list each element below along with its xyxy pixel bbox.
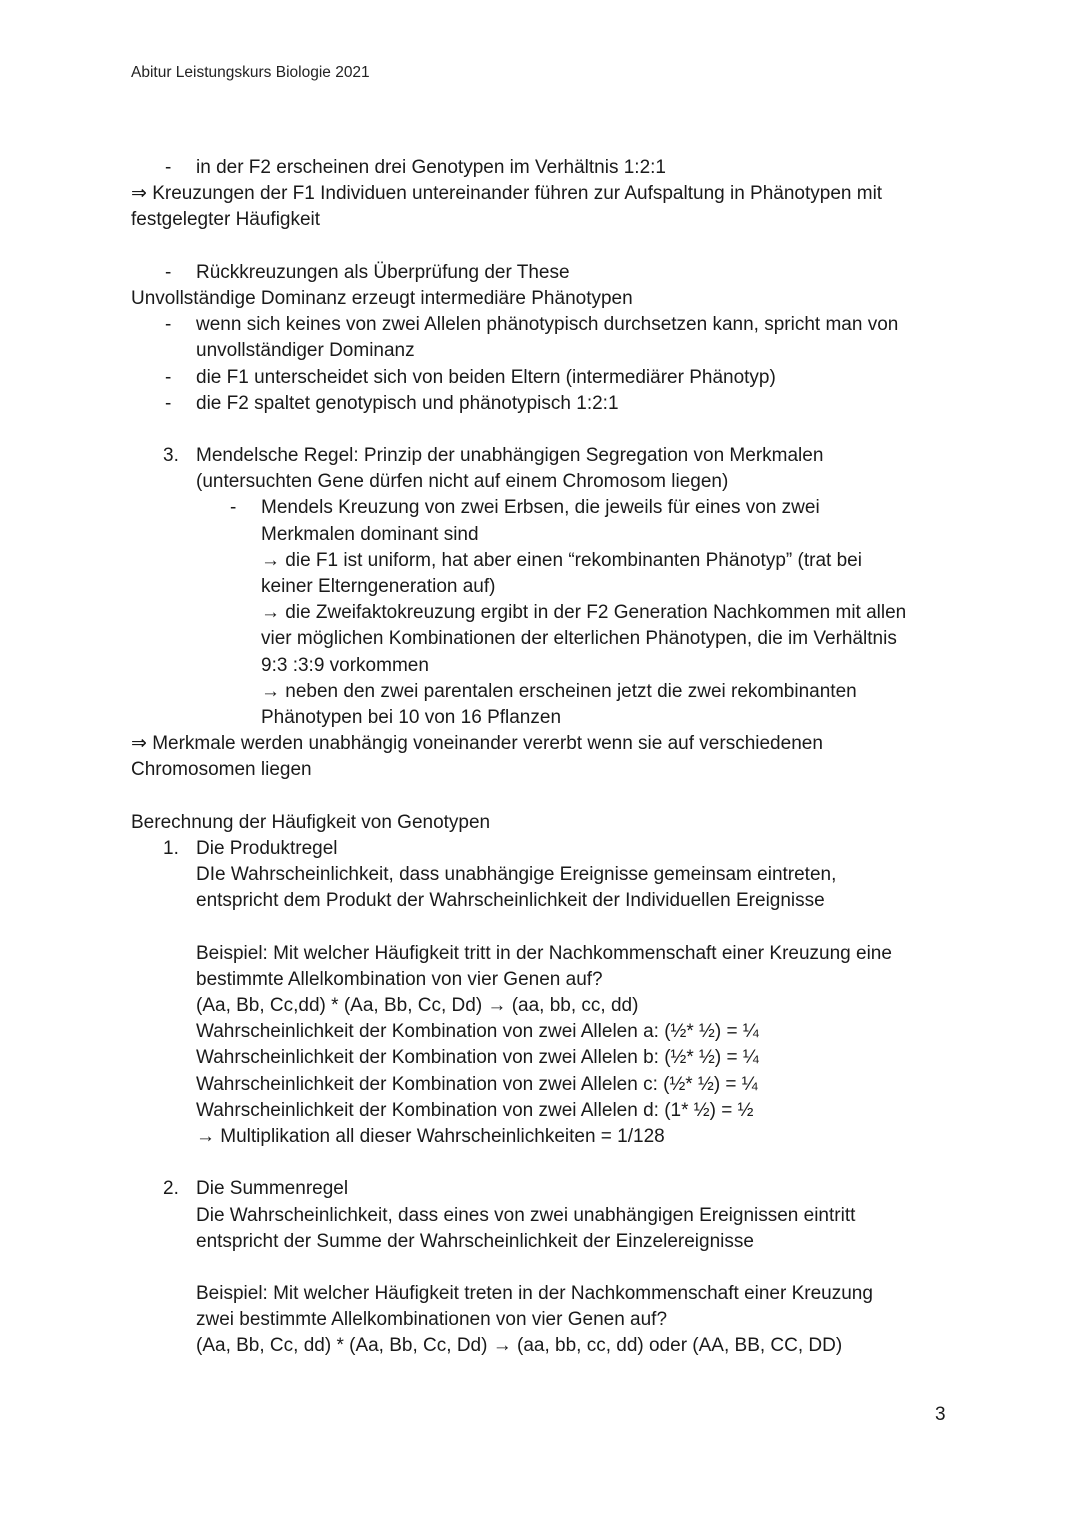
page-header: Abitur Leistungskurs Biologie 2021 (131, 64, 370, 81)
text-line: Merkmalen dominant sind (261, 523, 479, 545)
numbered-item: 3. Mendelsche Regel: Prinzip der unabhängigen Segregation von Merkmalen (131, 443, 951, 469)
bullet-dash: - (230, 497, 237, 519)
bullet-item: - Rückkreuzungen als Überprüfung der These (131, 260, 951, 286)
text-line: festgelegter Häufigkeit (131, 209, 321, 231)
section-heading: Unvollständige Dominanz erzeugt intermediäre Phänotypen (131, 287, 633, 309)
text-line: Beispiel: Mit welcher Häufigkeit tritt in der Nachkommenschaft einer Kreuzung eine (196, 942, 892, 964)
text-line: → Multiplikation all dieser Wahrscheinlichkeiten = 1/128 (196, 1125, 665, 1147)
numbered-item: 1. Die Produktregel (131, 836, 951, 862)
bullet-dash: - (165, 157, 172, 178)
text-line: bestimmte Allelkombination von vier Genen auf? (196, 968, 603, 990)
conclusion-line: ⇒ Merkmale werden unabhängig voneinander vererbt wenn sie auf verschiedenen (131, 733, 823, 755)
text-line: Wahrscheinlichkeit der Kombination von zwei Allelen d: (1* ½) = ½ (196, 1099, 754, 1121)
text-line: Wahrscheinlichkeit der Kombination von zwei Allelen a: (½* ½) = ¼ (196, 1021, 759, 1043)
text-line: Phänotypen bei 10 von 16 Pflanzen (261, 706, 562, 728)
list-number: 1. (163, 837, 179, 859)
text-line: Die Wahrscheinlichkeit, dass eines von zwei unabhängigen Ereignissen eintritt (196, 1204, 856, 1226)
text-line: (Aa, Bb, Cc, dd) * (Aa, Bb, Cc, Dd) → (aa, bb, cc, dd) oder (AA, BB, CC, DD) (196, 1335, 843, 1357)
text-line: DIe Wahrscheinlichkeit, dass unabhängige Ereignisse gemeinsam eintreten, (196, 864, 837, 886)
text-line: → die F1 ist uniform, hat aber einen “rekombinanten Phänotyp” (trat bei (261, 549, 862, 571)
text-line: 9:3 :3:9 vorkommen (261, 654, 429, 676)
text-line: Wahrscheinlichkeit der Kombination von zwei Allelen b: (½* ½) = ¼ (196, 1047, 759, 1069)
text-line: entspricht der Summe der Wahrscheinlichkeit der Einzelereignisse (196, 1230, 754, 1252)
text-line: Beispiel: Mit welcher Häufigkeit treten in der Nachkommenschaft einer Kreuzung (196, 1283, 873, 1305)
list-number: 3. (163, 445, 179, 467)
text-line: keiner Elterngeneration auf) (261, 576, 496, 597)
bullet-dash: - (165, 392, 172, 414)
bullet-item: - in der F2 erscheinen drei Genotypen im Verhältnis 1:2:1 (131, 155, 951, 181)
text-line: unvollständiger Dominanz (196, 340, 415, 362)
numbered-item: 2. Die Summenregel (131, 1176, 951, 1202)
text-line: → neben den zwei parentalen erscheinen jetzt die zwei rekombinanten (261, 680, 857, 702)
bullet-dash: - (165, 314, 172, 336)
text-line: entspricht dem Produkt der Wahrscheinlichkeit der Individuellen Ereignisse (196, 890, 825, 912)
bullet-item: - wenn sich keines von zwei Allelen phänotypisch durchsetzen kann, spricht man von (131, 312, 951, 338)
section-heading: Berechnung der Häufigkeit von Genotypen (131, 811, 491, 833)
text-line: (untersuchten Gene dürfen nicht auf einem Chromosom liegen) (196, 471, 729, 493)
text-line: (Aa, Bb, Cc,dd) * (Aa, Bb, Cc, Dd) → (aa, bb, cc, dd) (196, 995, 639, 1016)
bullet-item: - die F2 spaltet genotypisch und phänotypisch 1:2:1 (131, 391, 951, 417)
bullet-dash: - (165, 366, 172, 388)
document-body (131, 155, 951, 1360)
bullet-item: - die F1 unterscheidet sich von beiden Eltern (intermediärer Phänotyp) (131, 365, 951, 391)
text-line: zwei bestimmte Allelkombinationen von vier Genen auf? (196, 1309, 668, 1331)
list-number: 2. (163, 1178, 179, 1200)
text-line: Chromosomen liegen (131, 759, 312, 781)
text-line: → die Zweifaktokreuzung ergibt in der F2 Generation Nachkommen mit allen (261, 602, 907, 624)
text-line: Wahrscheinlichkeit der Kombination von zwei Allelen c: (½* ½) = ¼ (196, 1073, 758, 1095)
conclusion-line: ⇒ Kreuzungen der F1 Individuen untereinander führen zur Aufspaltung in Phänotypen mit (131, 183, 883, 205)
bullet-item: - Mendels Kreuzung von zwei Erbsen, die jeweils für eines von zwei (131, 495, 951, 521)
page-number: 3 (935, 1404, 946, 1425)
bullet-dash: - (165, 261, 172, 283)
text-line: vier möglichen Kombinationen der elterlichen Phänotypen, die im Verhältnis (261, 628, 897, 650)
